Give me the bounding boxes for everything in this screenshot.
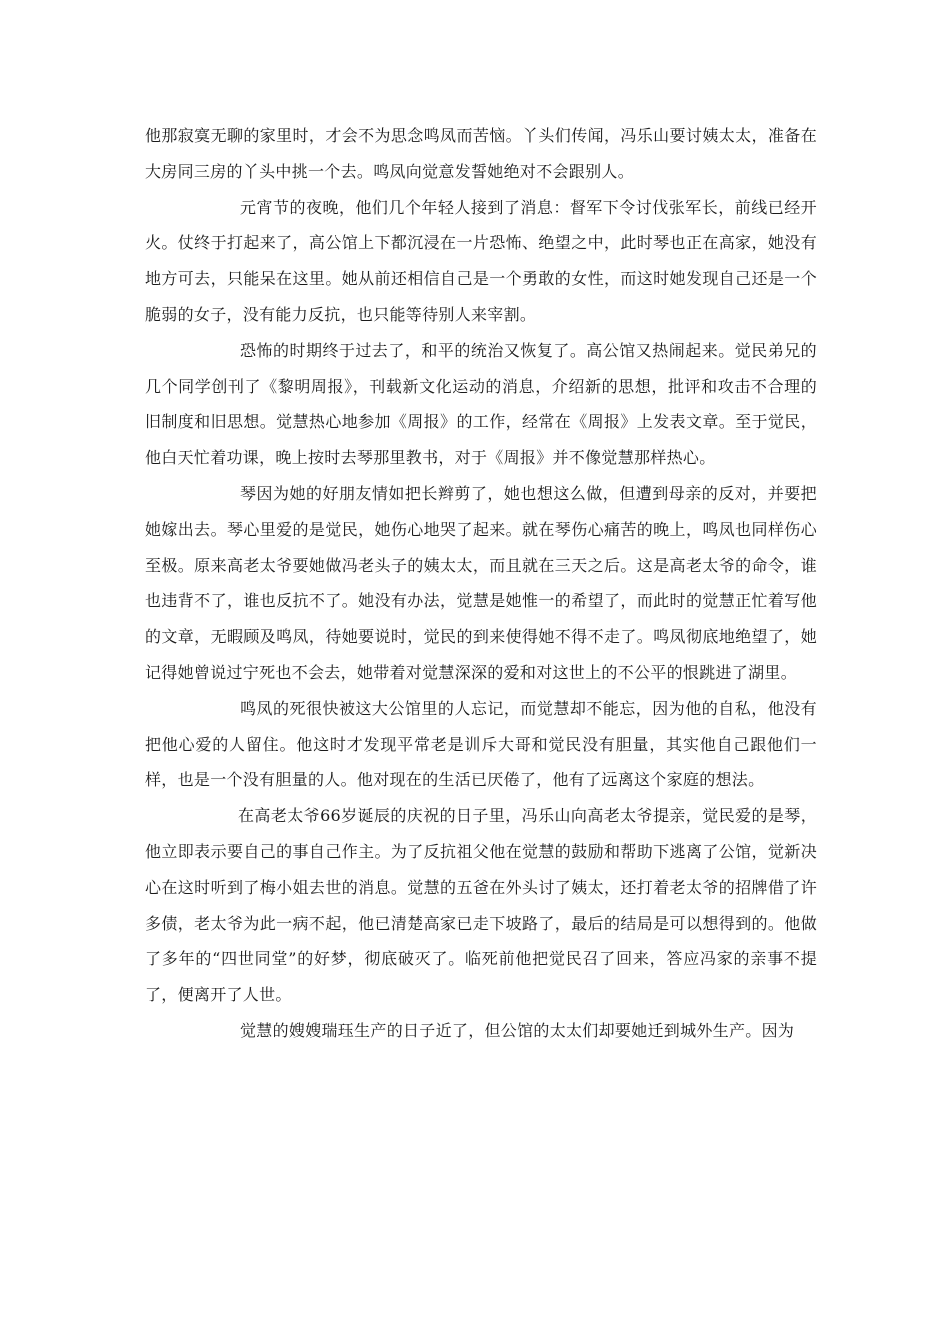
paragraph-3: 恐怖的时期终于过去了，和平的统治又恢复了。高公馆又热闹起来。觉民弟兄的几个同学创刊了《黎明周报》，刊载新文化运动的消息，介绍新的思想，批评和攻击不合理的旧制度和旧思想。觉慧热心地参加《周报》的工作，经常在《周报》上发表文章。至于觉民，他白天忙着功课，晚上按时去琴那里教书，对于《周报》并不像觉慧那样热心。 xyxy=(145,340,817,468)
paragraph-1: 他那寂寞无聊的家里时，才会不为思念鸣凤而苦恼。丫头们传闻，冯乐山要讨姨太太，准备在大房同三房的丫头中挑一个去。鸣凤向觉意发誓她绝对不会跟别人。 xyxy=(145,126,817,181)
paragraph-7: 觉慧的嫂嫂瑞珏生产的日子近了，但公馆的太太们却要她迁到城外生产。因为 xyxy=(240,1020,795,1040)
paragraph-5: 鸣凤的死很快被这大公馆里的人忘记，而觉慧却不能忘，因为他的自私，他没有把他心爱的人留住。他这时才发现平常老是训斥大哥和觉民没有胆量，其实他自己跟他们一样，也是一个没有胆量的人。他对现在的生活已厌倦了，他有了远离这个家庭的想法。 xyxy=(145,698,817,790)
paragraph-2: 元宵节的夜晚，他们几个年轻人接到了消息：督军下令讨伐张军长，前线已经开火。仗终于打起来了，高公馆上下都沉浸在一片恐怖、绝望之中，此时琴也正在高家，她没有地方可去，只能呆在这里。她从前还相信自己是一个勇敢的女性，而这时她发现自己还是一个脆弱的女子，没有能力反抗，也只能等待别人来宰割。 xyxy=(145,197,817,324)
body-text xyxy=(145,118,817,1049)
paragraph-6: 在高老太爷66岁诞辰的庆祝的日子里，冯乐山向高老太爷提亲，觉民爱的是琴，他立即表示要自己的事自己作主。为了反抗祖父他在觉慧的鼓励和帮助下逃离了公馆，觉新决心在这时听到了梅小姐去世的消息。觉慧的五爸在外头讨了姨太，还打着老太爷的招牌借了许多债，老太爷为此一病不起，他已清楚高家已走下坡路了，最后的结局是可以想得到的。他做了多年的“四世同堂”的好梦，彻底破灭了。临死前他把觉民召了回来，答应冯家的亲事不提了，便离开了人世。 xyxy=(145,806,817,1005)
paragraph-4: 琴因为她的好朋友情如把长辫剪了，她也想这么做，但遭到母亲的反对，并要把她嫁出去。琴心里爱的是觉民，她伤心地哭了起来。就在琴伤心痛苦的晚上，鸣凤也同样伤心至极。原来高老太爷要她做冯老头子的姨太太，而且就在三天之后。这是高老太爷的命令，谁也违背不了，谁也反抗不了。她没有办法，觉慧是她惟一的希望了，而此时的觉慧正忙着写他的文章，无暇顾及鸣凤，待她要说时，觉民的到来使得她不得不走了。鸣凤彻底地绝望了，她记得她曾说过宁死也不会去，她带着对觉慧深深的爱和对这世上的不公平的恨跳进了湖里。 xyxy=(145,483,817,682)
